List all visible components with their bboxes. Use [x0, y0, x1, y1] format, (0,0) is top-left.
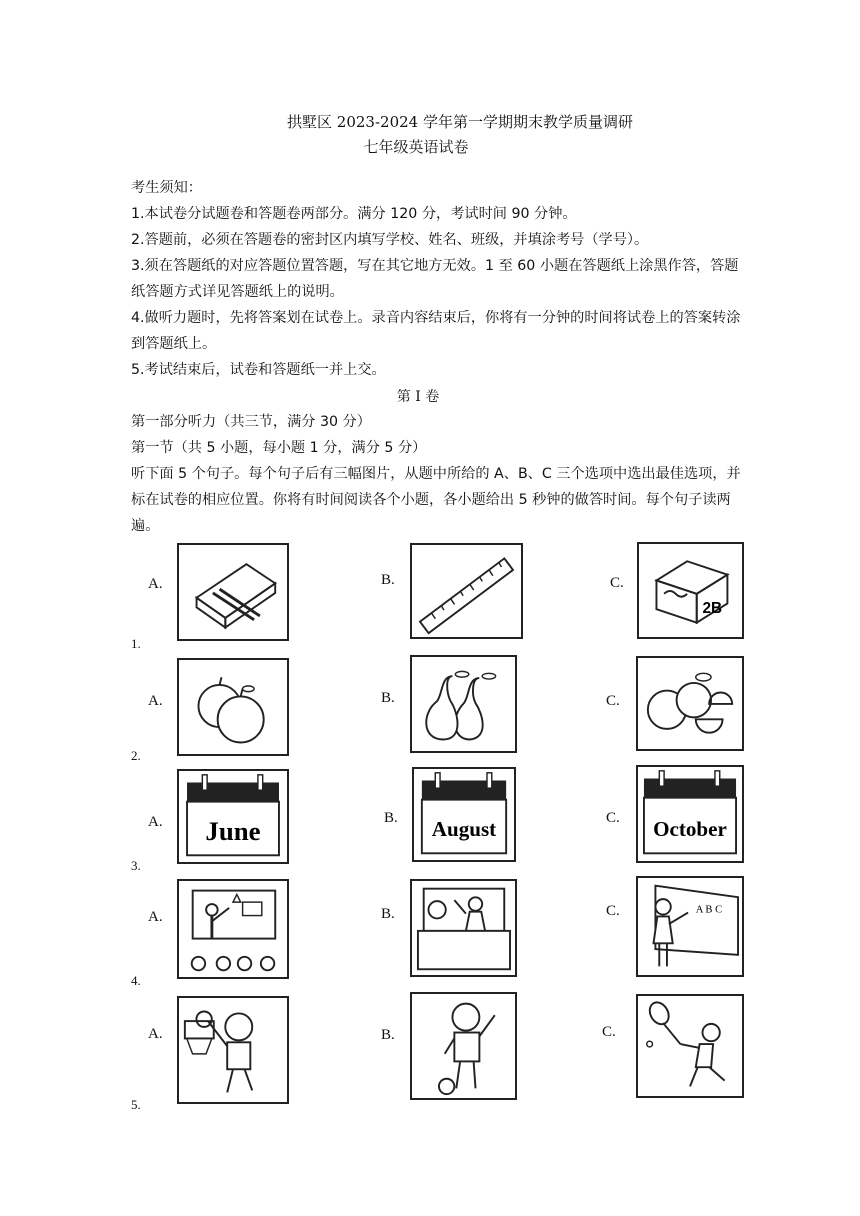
q5-option-b-image[interactable] [410, 992, 517, 1100]
q2-option-a-image[interactable] [177, 658, 289, 756]
calendar-icon [638, 767, 742, 861]
q4-option-b-label: B. [381, 906, 395, 922]
q1-option-a-label: A. [148, 576, 163, 592]
question-number-1: 1. [131, 636, 141, 651]
question-number-2: 2. [131, 748, 141, 763]
pears-icon [412, 657, 515, 751]
oranges-icon [638, 658, 742, 749]
teacher-desk-icon [412, 881, 515, 975]
q4-option-b-image[interactable] [410, 879, 517, 977]
eraser-icon [639, 544, 742, 637]
exam-subtitle: 七年级英语试卷 [363, 138, 469, 156]
q4-option-a-image[interactable] [177, 879, 289, 979]
q4-option-c-label: C. [606, 903, 620, 919]
eraser-label: 2B [702, 600, 723, 618]
listening-instructions: 听下面 5 个句子。每个句子后有三幅图片，从题中所给的 A、B、C 三个选项中选出最佳选项，并标在试卷的相应位置。你将有时间阅读各个小题，各小题给出 5 秒钟的做答时间。每个句子读两遍。 [131, 466, 741, 534]
notice-item-2: 2.答题前，必须在答题卷的密封区内填写学校、姓名、班级，并填涂考号（学号）。 [131, 232, 649, 248]
classroom-teacher-icon [179, 881, 287, 977]
question-number-3: 3. [131, 858, 141, 873]
calendar-month: October [653, 817, 727, 842]
q1-option-a-image[interactable] [177, 543, 289, 641]
ruler-icon [412, 545, 521, 637]
part-heading: 第一部分听力（共三节，满分 30 分） [131, 414, 371, 430]
exam-title: 拱墅区 2023-2024 学年第一学期期末教学质量调研 [287, 113, 633, 131]
question-number-5: 5. [131, 1097, 141, 1112]
q2-option-a-label: A. [148, 693, 163, 709]
q3-option-a-image[interactable] [177, 769, 289, 864]
q5-option-b-label: B. [381, 1027, 395, 1043]
notice-item-4: 4.做听力题时，先将答案划在试卷上。录音内容结束后，你将有一分钟的时间将试卷上的答案转涂到答题纸上。 [131, 310, 741, 352]
calendar-icon [179, 771, 287, 862]
q5-option-c-label: C. [602, 1024, 616, 1040]
q3-option-a-label: A. [148, 814, 163, 830]
q3-option-b-image[interactable] [412, 767, 516, 862]
calendar-month: June [205, 815, 261, 846]
q4-option-c-image[interactable] [636, 876, 744, 977]
q2-option-c-label: C. [606, 693, 620, 709]
notice-item-3: 3.须在答题纸的对应答题位置答题，写在其它地方无效。1 至 60 小题在答题纸上涂黑作答，答题纸答题方式详见答题纸上的说明。 [131, 258, 739, 300]
question-number-4: 4. [131, 973, 141, 988]
q2-option-b-image[interactable] [410, 655, 517, 753]
pencil-box-icon [179, 545, 287, 639]
notice-heading: 考生须知： [131, 180, 202, 196]
q1-option-b-image[interactable] [410, 543, 523, 639]
q5-option-a-label: A. [148, 1026, 163, 1042]
calendar-icon [414, 769, 514, 860]
q3-option-c-image[interactable] [636, 765, 744, 863]
blackboard-letters: A B C [695, 904, 723, 916]
q2-option-b-label: B. [381, 690, 395, 706]
q1-option-c-label: C. [610, 575, 624, 591]
calendar-month: August [431, 817, 497, 842]
apples-icon [179, 660, 287, 754]
tennis-player-icon [638, 996, 742, 1096]
q5-option-c-image[interactable] [636, 994, 744, 1098]
section-heading: 第一节（共 5 小题，每小题 1 分，满分 5 分） [131, 440, 427, 456]
q3-option-b-label: B. [384, 810, 398, 826]
notice-item-1: 1.本试卷分试题卷和答题卷两部分。满分 120 分，考试时间 90 分钟。 [131, 206, 577, 222]
q2-option-c-image[interactable] [636, 656, 744, 751]
q4-option-a-label: A. [148, 909, 163, 925]
q3-option-c-label: C. [606, 810, 620, 826]
q1-option-b-label: B. [381, 572, 395, 588]
teacher-blackboard-icon [638, 878, 742, 975]
q1-option-c-image[interactable] [637, 542, 744, 639]
notice-item-5: 5.考试结束后，试卷和答题纸一并上交。 [131, 362, 386, 378]
soccer-boy-icon [412, 994, 515, 1098]
q5-option-a-image[interactable] [177, 996, 289, 1104]
basketball-player-icon [179, 998, 287, 1102]
volume-heading: 第 I 卷 [396, 389, 440, 405]
